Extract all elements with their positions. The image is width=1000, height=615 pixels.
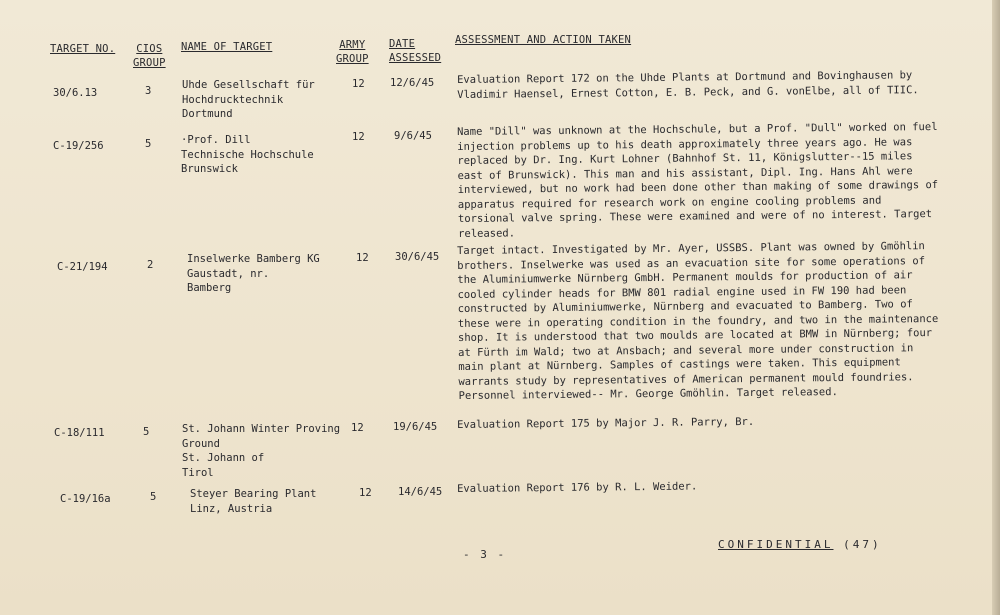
row-date-assessed: 9/6/45: [394, 130, 432, 142]
row-cios-group: 5: [145, 138, 152, 150]
header-target-no: TARGET NO.: [50, 43, 116, 55]
row-target-name: ·Prof. Dill Technische Hochschule Brunswick: [181, 134, 314, 175]
header-date-assessed: DATE ASSESSED: [389, 38, 442, 64]
row-army-group: 12: [352, 78, 365, 90]
row-target-no: C-19/256: [53, 140, 104, 152]
classification-label: CONFIDENTIAL: [718, 538, 834, 551]
row-cios-group: 3: [145, 85, 152, 97]
page-number: - 3 -: [463, 548, 507, 561]
row-assessment: Target intact. Investigated by Mr. Ayer, USSBS. Plant was owned by Gmöhlin brothers. Inselwerke was used as an evacuation site for some operations of the Aluminiumwerke Nürnberg GmbH. Permanent moulds for production of air cooled cylinder heads for BMW 801 radial engine used in FW 190 had been constructed by Aluminiumwerke, Nürnberg and evacuated to Bamberg. Two of these were in operating condition in the foundry, and two in the maintenance shop. It is understood that two moulds are located at BMW in Nürnberg; four at Fürth im Wald; two at Ansbach; and several more under construction in main plant at Nürnberg. Samples of castings were taken. This equipment warrants study by representatives of American permanent mould foundries. Personnel interviewed-- Mr. George Gmöhlin. Target released.: [457, 240, 939, 402]
row-date-assessed: 30/6/45: [395, 251, 440, 263]
row-army-group: 12: [359, 487, 372, 499]
row-army-group: 12: [356, 252, 369, 264]
header-cios-group: CIOS GROUP: [133, 43, 166, 69]
page-binding-edge: [992, 0, 1000, 615]
row-date-assessed: 14/6/45: [398, 486, 443, 498]
row-army-group: 12: [352, 131, 365, 143]
row-target-name: Uhde Gesellschaft für Hochdrucktechnik Dortmund: [182, 79, 315, 120]
header-assessment: ASSESSMENT AND ACTION TAKEN: [455, 34, 632, 46]
row-assessment: Evaluation Report 175 by Major J. R. Parry, Br.: [457, 415, 755, 431]
row-target-name: St. Johann Winter Proving Ground St. Johann of Tirol: [182, 423, 341, 479]
header-army-group: ARMY GROUP: [336, 39, 369, 65]
row-army-group: 12: [351, 422, 364, 434]
row-date-assessed: 19/6/45: [393, 421, 438, 433]
row-cios-group: 5: [143, 426, 150, 438]
row-assessment: Evaluation Report 172 on the Uhde Plants at Dortmund and Bovinghausen by Vladimir Haensel, Ernest Cotton, E. B. Peck, and G. vonElbe, all of TIIC.: [457, 69, 919, 101]
classification-marking: [718, 538, 882, 551]
row-assessment: Evaluation Report 176 by R. L. Weider.: [457, 480, 698, 495]
row-cios-group: 5: [150, 491, 157, 503]
header-name-of-target: NAME OF TARGET: [181, 41, 273, 53]
row-target-no: 30/6.13: [53, 87, 98, 99]
row-cios-group: 2: [147, 259, 154, 271]
row-date-assessed: 12/6/45: [390, 77, 435, 89]
row-target-no: C-18/111: [54, 427, 105, 439]
row-target-name: Steyer Bearing Plant Linz, Austria: [190, 488, 317, 515]
document-number: (47): [843, 538, 882, 551]
row-target-no: C-21/194: [57, 261, 108, 273]
row-target-no: C-19/16a: [60, 493, 111, 505]
row-assessment: Name "Dill" was unknown at the Hochschule, but a Prof. "Dull" worked on fuel injection problems up to his death approximately three years ago. He was replaced by Dr. Ing. Kurt Lohner (Bahnhof St. 11, Königslutter--15 miles east of Brunswick). This man and his assistant, Dipl. Ing. Hans Ahl were interviewed, but no work had been done other than making of some drawings of apparatus required for research work on engine cooling problems and torsional valve spring. These were examined and were of no interest. Target released.: [457, 120, 939, 240]
row-target-name: Inselwerke Bamberg KG Gaustadt, nr. Bamberg: [187, 253, 320, 294]
